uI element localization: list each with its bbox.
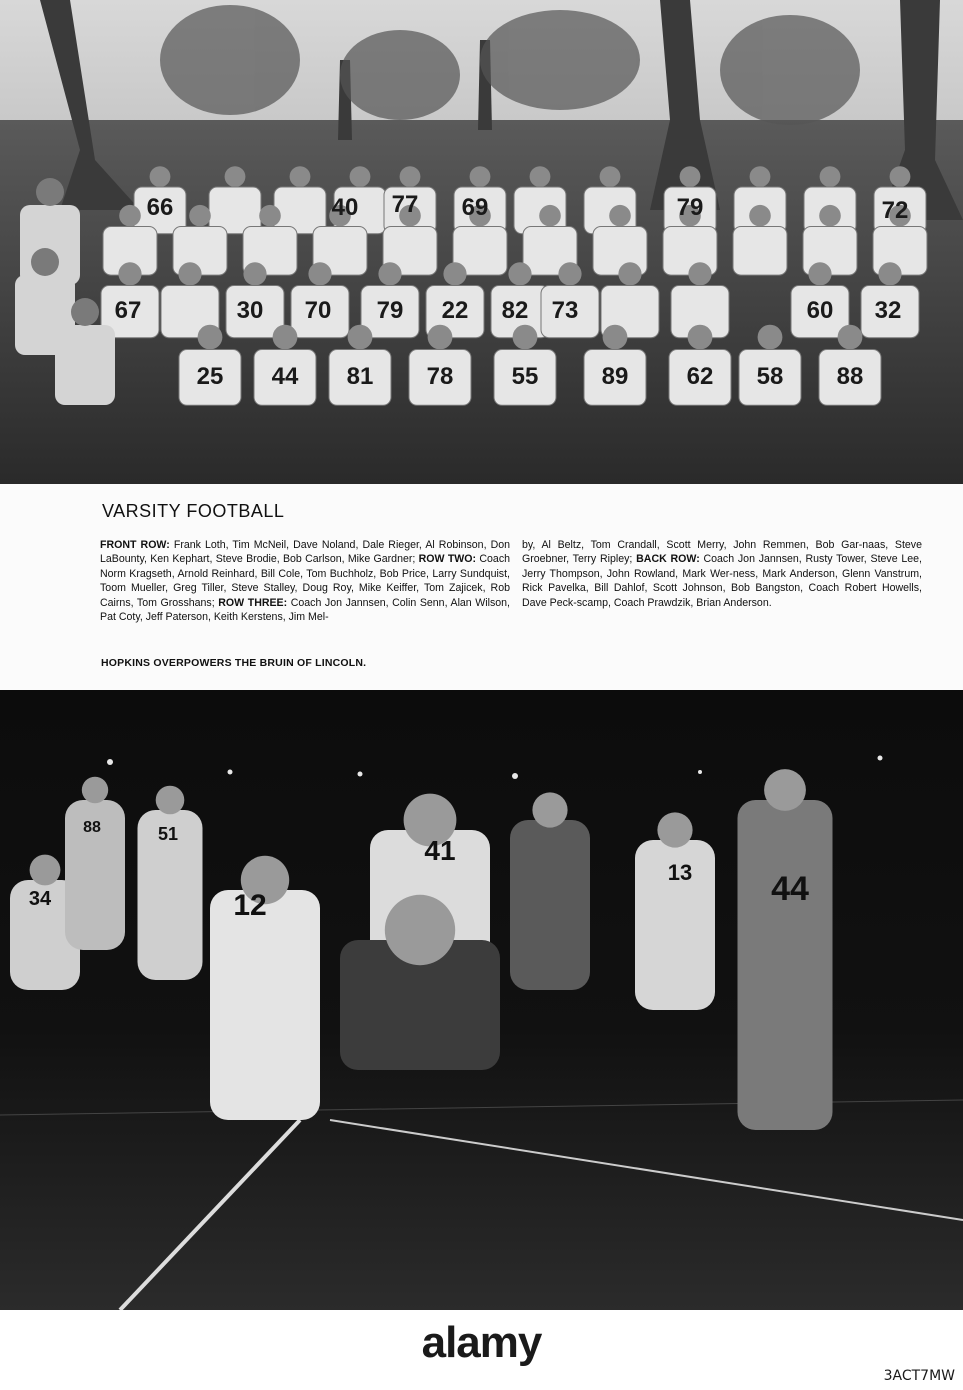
team-jersey-number: 82 (501, 297, 529, 324)
row-three-label: ROW THREE: (218, 596, 288, 609)
game-photo (0, 690, 963, 1310)
back-row-label: BACK ROW: (636, 553, 700, 566)
row-two-names: Coach Norm Kragseth, Arnold Reinhard, Bill Cole, Tom Buchholz, Bob Price, Larry Sundquist, Toom Mueller, Greg Tiller, Steve Stalley, Doug Roy, Mike Keiffer, Tom Zajicek, Rob Cairns, Tom Grosshans; (100, 553, 511, 609)
page-heading: VARSITY FOOTBALL (102, 501, 285, 521)
team-jersey-number: 25 (196, 363, 224, 390)
game-jersey-number: 12 (233, 889, 267, 922)
team-jersey-number: 79 (376, 297, 404, 324)
front-row-names: Frank Loth, Tim McNeil, Dave Noland, Dale Rieger, Al Robinson, Don LaBounty, Ken Kephart, Steve Brodie, Bob Carlson, Mike Gardner; (100, 539, 510, 566)
roster-column-left (100, 538, 510, 624)
game-jersey-number: 41 (424, 835, 456, 866)
team-jersey-number: 72 (881, 197, 909, 224)
game-jersey-number: 44 (771, 870, 809, 908)
team-jersey-number: 69 (461, 194, 489, 221)
team-jersey-number: 79 (676, 194, 704, 221)
team-photo (0, 0, 963, 484)
game-jersey-number: 13 (667, 860, 693, 885)
team-jersey-number: 32 (874, 297, 902, 324)
team-jersey-number: 22 (441, 297, 469, 324)
team-jersey-number: 30 (236, 297, 264, 324)
team-jersey-number: 70 (304, 297, 332, 324)
team-jersey-number: 66 (146, 194, 174, 221)
image-id: 3ACT7MW (883, 1368, 955, 1384)
team-jersey-number: 77 (391, 191, 419, 218)
team-jersey-number: 60 (806, 297, 834, 324)
team-jersey-number: 40 (331, 194, 359, 221)
alamy-logo: alamy (421, 1318, 542, 1367)
team-jersey-number: 89 (601, 363, 629, 390)
back-row-names: Coach Jon Jannsen, Rusty Tower, Steve Lee, Jerry Thompson, John Rowland, Mark Wer-ness, Mark Anderson, Glenn Vanstrum, Rick Pavelka, Bill Dahlof, Scott Johnson, Bob Bangston, Coach Robert Howells, Dave Peck-scamp, Coach Prawdzik, Brian Anderson. (522, 553, 922, 609)
game-jersey-number: 51 (157, 824, 179, 844)
row-three-names-part-two: by, Al Beltz, Tom Crandall, Scott Merry, John Remmen, Bob Gar-naas, Steve Groebner, Terry Ripley; (522, 539, 922, 566)
team-jersey-number: 67 (114, 297, 142, 324)
team-jersey-number: 78 (426, 363, 454, 390)
front-row-label: FRONT ROW: (100, 539, 170, 551)
game-jersey-number: 34 (28, 888, 52, 910)
team-jersey-number: 58 (756, 363, 784, 390)
row-three-names-part-one: Coach Jon Jannsen, Colin Senn, Alan Wilson, Pat Coty, Jeff Paterson, Keith Kerstens, Jim Mel- (100, 596, 510, 624)
roster-column-right (522, 538, 922, 610)
team-jersey-number: 81 (346, 363, 374, 390)
team-jersey-number: 62 (686, 363, 714, 390)
team-jersey-number: 44 (271, 363, 299, 390)
team-jersey-number: 55 (511, 363, 539, 390)
game-jersey-number: 88 (83, 819, 101, 836)
team-jersey-number: 73 (551, 297, 579, 324)
photo-caption: HOPKINS OVERPOWERS THE BRUIN OF LINCOLN. (101, 657, 367, 669)
row-two-label: ROW TWO: (418, 553, 477, 566)
team-jersey-number: 88 (836, 363, 864, 390)
